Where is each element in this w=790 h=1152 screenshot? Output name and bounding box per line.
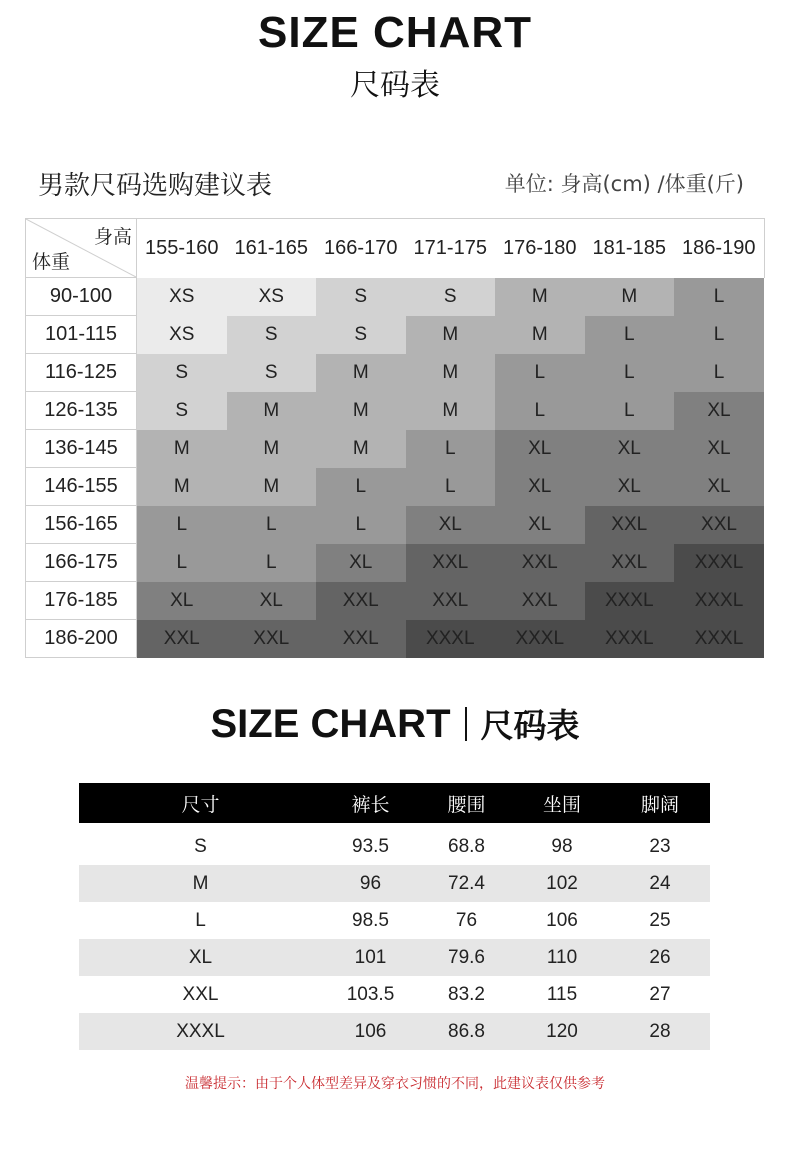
measure-cell: 106 bbox=[546, 909, 578, 931]
size-cell: L bbox=[227, 544, 317, 582]
size-cell: XXL bbox=[406, 582, 496, 620]
size-cell: L bbox=[316, 468, 406, 506]
weight-header-cell: 126-135 bbox=[26, 392, 137, 430]
size-cell: M bbox=[585, 278, 675, 316]
size-cell: S bbox=[316, 278, 406, 316]
height-header-cell: 176-180 bbox=[495, 219, 585, 278]
measure-cell: 98 bbox=[551, 835, 573, 857]
size-cell: XXXL bbox=[585, 582, 675, 620]
size-cell: L bbox=[137, 506, 227, 544]
size-cell: L bbox=[674, 354, 764, 392]
measure-row bbox=[79, 1013, 710, 1050]
measure-row bbox=[79, 823, 710, 865]
measure-column-header: 尺寸 bbox=[79, 783, 322, 823]
height-header-cell: 155-160 bbox=[137, 219, 227, 278]
size-cell: M bbox=[495, 278, 585, 316]
size-cell: M bbox=[495, 316, 585, 354]
weight-header-cell: 116-125 bbox=[26, 354, 137, 392]
height-header-cell: 166-170 bbox=[316, 219, 406, 278]
size-cell: XXL bbox=[495, 582, 585, 620]
height-header-cell: 161-165 bbox=[227, 219, 317, 278]
height-header-cell: 171-175 bbox=[406, 219, 496, 278]
measure-title-cn: 尺码表 bbox=[480, 706, 580, 745]
measure-cell: 103.5 bbox=[346, 983, 395, 1005]
measure-cell: 72.4 bbox=[419, 865, 514, 902]
size-cell: L bbox=[585, 316, 675, 354]
size-cell: XXXL bbox=[585, 620, 675, 658]
size-cell: M bbox=[227, 430, 317, 468]
measure-column-header: 脚阔 bbox=[610, 783, 710, 823]
weight-row bbox=[26, 316, 765, 354]
size-cell: XL bbox=[227, 582, 317, 620]
corner-cell bbox=[26, 219, 137, 278]
measure-cell: 76 bbox=[455, 909, 478, 931]
measure-cell: M bbox=[79, 865, 322, 902]
weight-row bbox=[26, 620, 765, 658]
disclaimer-note: 温馨提示：由于个人体型差异及穿衣习惯的不同，此建议表仅供参考 bbox=[185, 1076, 605, 1092]
size-cell: S bbox=[137, 354, 227, 392]
size-cell: XXL bbox=[406, 544, 496, 582]
measure-cell: S bbox=[194, 835, 207, 857]
size-cell: M bbox=[316, 354, 406, 392]
size-recommend-table bbox=[25, 218, 765, 658]
measure-cell: 79.6 bbox=[419, 939, 514, 976]
size-cell: XXXL bbox=[674, 544, 764, 582]
weight-row bbox=[26, 354, 765, 392]
size-cell: XXXL bbox=[495, 620, 585, 658]
weight-row bbox=[26, 582, 765, 620]
size-cell: M bbox=[406, 354, 496, 392]
size-cell: M bbox=[227, 468, 317, 506]
size-cell: XL bbox=[495, 506, 585, 544]
measure-title bbox=[0, 700, 790, 747]
measure-cell: XL bbox=[79, 939, 322, 976]
weight-header-cell: 90-100 bbox=[26, 278, 137, 316]
size-cell: M bbox=[227, 392, 317, 430]
size-cell: XXL bbox=[227, 620, 317, 658]
size-cell: XL bbox=[495, 430, 585, 468]
size-cell: M bbox=[406, 316, 496, 354]
measure-header-row bbox=[79, 783, 710, 823]
height-header-cell: 181-185 bbox=[585, 219, 675, 278]
measure-column-header: 腰围 bbox=[419, 783, 514, 823]
size-cell: L bbox=[674, 316, 764, 354]
weight-header-cell: 186-200 bbox=[26, 620, 137, 658]
measure-cell: XXXL bbox=[79, 1013, 322, 1050]
recommend-title: 男款尺码选购建议表 bbox=[38, 171, 273, 201]
measure-row bbox=[79, 976, 710, 1013]
size-cell: XL bbox=[674, 430, 764, 468]
measure-cell: 101 bbox=[322, 939, 419, 976]
measurement-table bbox=[79, 783, 710, 1050]
size-cell: L bbox=[495, 392, 585, 430]
measure-cell: 98.5 bbox=[352, 909, 389, 931]
measure-row bbox=[79, 939, 710, 976]
size-cell: S bbox=[406, 278, 496, 316]
measure-row bbox=[79, 902, 710, 939]
size-cell: XXL bbox=[316, 582, 406, 620]
measure-cell: 102 bbox=[514, 865, 610, 902]
measure-cell: 106 bbox=[322, 1013, 419, 1050]
height-header-cell: 186-190 bbox=[674, 219, 764, 278]
measure-cell: 26 bbox=[610, 939, 710, 976]
corner-weight-label: 体重 bbox=[32, 251, 71, 273]
size-cell: XL bbox=[674, 392, 764, 430]
measure-cell: 115 bbox=[546, 983, 578, 1005]
size-cell: M bbox=[316, 392, 406, 430]
measure-cell: XXL bbox=[182, 983, 219, 1005]
measure-cell: 93.5 bbox=[352, 835, 389, 857]
size-cell: M bbox=[406, 392, 496, 430]
size-cell: XXXL bbox=[406, 620, 496, 658]
size-cell: XXL bbox=[674, 506, 764, 544]
measure-cell: 83.2 bbox=[448, 983, 485, 1005]
size-cell: L bbox=[316, 506, 406, 544]
size-cell: XS bbox=[137, 278, 227, 316]
size-cell: M bbox=[137, 468, 227, 506]
title-divider bbox=[465, 707, 467, 741]
measure-cell: 110 bbox=[514, 939, 610, 976]
weight-header-cell: 156-165 bbox=[26, 506, 137, 544]
size-cell: L bbox=[585, 354, 675, 392]
weight-row bbox=[26, 468, 765, 506]
size-cell: XL bbox=[585, 468, 675, 506]
weight-row bbox=[26, 392, 765, 430]
weight-row bbox=[26, 544, 765, 582]
measure-column-header: 坐围 bbox=[514, 783, 610, 823]
measure-column-header: 裤长 bbox=[322, 783, 419, 823]
measure-cell: L bbox=[195, 909, 206, 931]
size-cell: L bbox=[406, 468, 496, 506]
height-header-row bbox=[26, 219, 765, 278]
size-cell: XL bbox=[316, 544, 406, 582]
measure-cell: 25 bbox=[649, 909, 671, 931]
size-cell: XXL bbox=[585, 544, 675, 582]
weight-row bbox=[26, 506, 765, 544]
size-cell: XL bbox=[495, 468, 585, 506]
size-cell: XL bbox=[137, 582, 227, 620]
size-cell: XS bbox=[227, 278, 317, 316]
measure-row bbox=[79, 865, 710, 902]
size-cell: XL bbox=[406, 506, 496, 544]
size-cell: XXL bbox=[316, 620, 406, 658]
weight-header-cell: 176-185 bbox=[26, 582, 137, 620]
size-cell: L bbox=[674, 278, 764, 316]
page-title: SIZE CHART bbox=[258, 8, 532, 57]
size-cell: L bbox=[585, 392, 675, 430]
corner-height-label: 身高 bbox=[93, 226, 132, 248]
size-cell: XL bbox=[674, 468, 764, 506]
measure-cell: 24 bbox=[610, 865, 710, 902]
measure-cell: 28 bbox=[610, 1013, 710, 1050]
page-subtitle: 尺码表 bbox=[350, 68, 440, 103]
unit-label: 单位: 身高(cm) /体重(斤) bbox=[504, 172, 744, 196]
size-cell: XS bbox=[137, 316, 227, 354]
size-cell: XL bbox=[585, 430, 675, 468]
size-cell: XXXL bbox=[674, 582, 764, 620]
size-cell: L bbox=[495, 354, 585, 392]
size-cell: L bbox=[227, 506, 317, 544]
measure-title-en: SIZE CHART bbox=[210, 702, 451, 746]
size-cell: XXL bbox=[137, 620, 227, 658]
size-cell: M bbox=[316, 430, 406, 468]
weight-row bbox=[26, 430, 765, 468]
weight-header-cell: 146-155 bbox=[26, 468, 137, 506]
size-cell: S bbox=[227, 354, 317, 392]
size-cell: L bbox=[406, 430, 496, 468]
weight-header-cell: 101-115 bbox=[26, 316, 137, 354]
size-cell: S bbox=[227, 316, 317, 354]
measure-cell: 27 bbox=[649, 983, 671, 1005]
size-cell: XXL bbox=[585, 506, 675, 544]
measure-cell: 86.8 bbox=[419, 1013, 514, 1050]
size-cell: S bbox=[316, 316, 406, 354]
size-cell: L bbox=[137, 544, 227, 582]
measure-cell: 96 bbox=[322, 865, 419, 902]
weight-header-cell: 136-145 bbox=[26, 430, 137, 468]
weight-header-cell: 166-175 bbox=[26, 544, 137, 582]
size-cell: XXXL bbox=[674, 620, 764, 658]
size-cell: XXL bbox=[495, 544, 585, 582]
measure-cell: 120 bbox=[514, 1013, 610, 1050]
measure-cell: 23 bbox=[649, 835, 671, 857]
size-cell: S bbox=[137, 392, 227, 430]
weight-row bbox=[26, 278, 765, 316]
size-cell: M bbox=[137, 430, 227, 468]
measure-cell: 68.8 bbox=[448, 835, 485, 857]
